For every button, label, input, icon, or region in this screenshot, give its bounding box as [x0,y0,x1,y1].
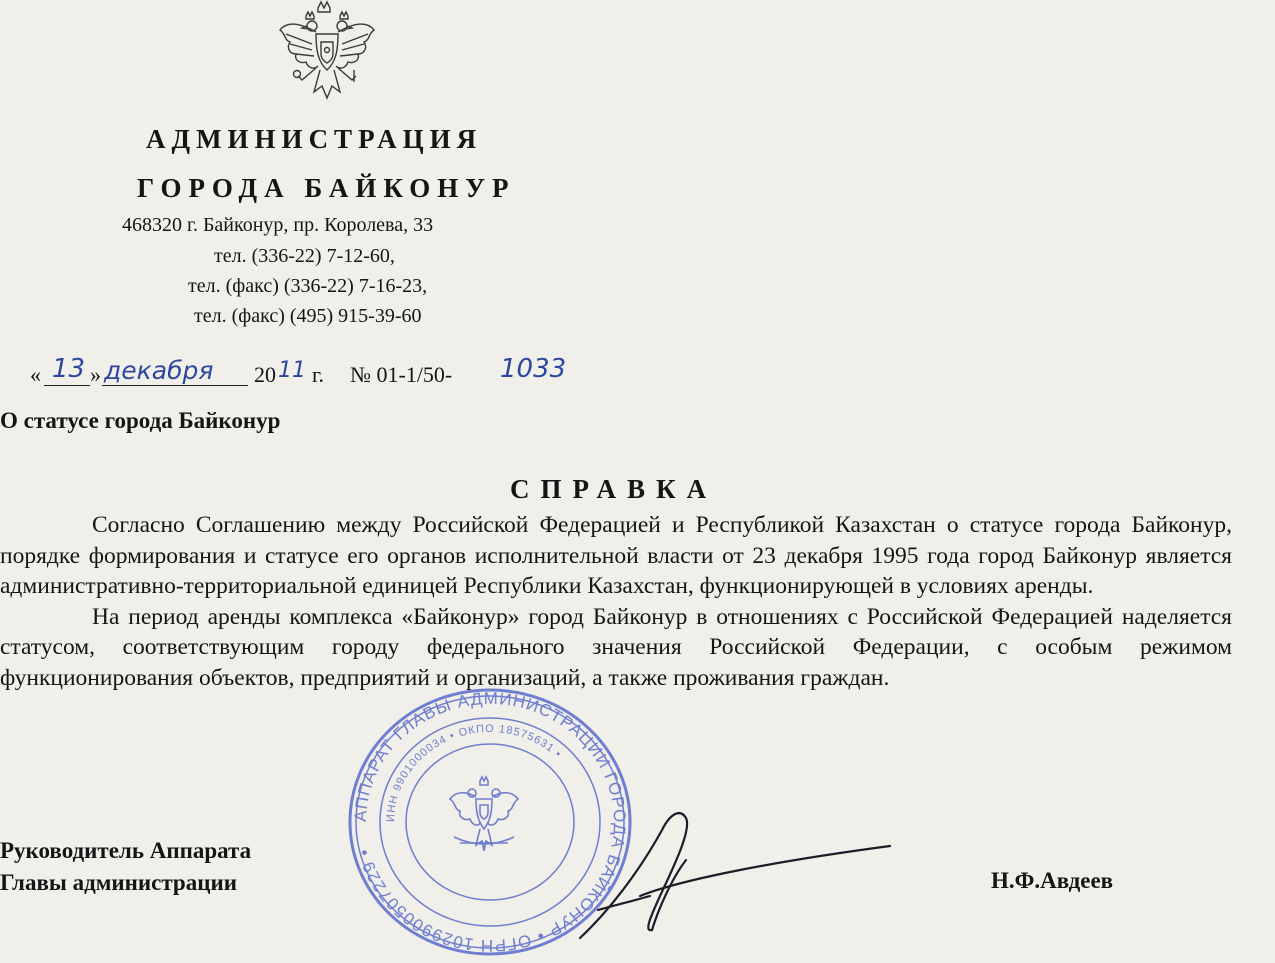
document-number-prefix: № 01-1/50- [350,362,453,387]
body-paragraph-2: На период аренды комплекса «Байконур» город Байконур в отношениях с Российской Федерацией наделяется статусом, соответствующим городу федерального значения Российской Федерации, с особым режимом функционирования объектов, предприятий и организаций, а также проживания граждан. [0,603,1232,691]
date-open-quote: « [30,362,41,387]
organization-fax-local: тел. (факс) (336-22) 7-16-23, [188,275,428,297]
stamp-inner-text: ИНН 9901000034 • ОКПО 18575631 • [384,722,565,823]
double-headed-eagle-emblem-icon [272,0,382,110]
handwritten-signature-icon [540,800,910,950]
date-day-handwritten: 13 [52,354,86,384]
signatory-name: Н.Ф.Авдеев [991,868,1114,893]
official-round-stamp-icon [340,685,640,960]
document-subject: О статусе города Байконур [0,408,281,433]
body-paragraph-1: Согласно Соглашению между Российской Федерацией и Республикой Казахстан о статусе города Байконур, порядке формирования и статусе его органов исполнительной власти от 23 декабря 1995 года город Байконур является административно-территориальной единицей Республики Казахстан, функционирующей в условиях аренды. [0,512,1232,599]
month-blank-line [102,385,248,386]
organization-address: 468320 г. Байконур, пр. Королева, 33 [122,214,434,236]
date-number-line [30,356,590,390]
svg-text:АППАРАТ ГЛАВЫ АДМИНИСТРАЦИИ ГО [351,689,629,955]
date-year-suffix-handwritten: 11 [278,358,306,383]
signatory-role-line1: Руководитель Аппарата [0,838,252,863]
signatory-role [0,835,251,899]
svg-text:ИНН 9901000034 • ОКПО 18575631 [385,723,564,822]
date-close-quote: » [90,362,101,387]
organization-phone: тел. (336-22) 7-12-60, [214,245,395,267]
date-year-label: г. [312,362,325,387]
day-blank-line [44,385,90,386]
organization-title-line1: АДМИНИСТРАЦИЯ [146,124,483,154]
organization-fax-moscow: тел. (факс) (495) 915-39-60 [194,305,422,327]
document-number-handwritten: 1033 [500,354,567,384]
signatory-role-line2: Главы администрации [0,870,237,895]
document-body [0,510,1232,693]
document-title: СПРАВКА [510,474,718,504]
organization-title-line2: ГОРОДА БАЙКОНУР [137,173,516,203]
stamp-outer-text: АППАРАТ ГЛАВЫ АДМИНИСТРАЦИИ ГОРОДА БАЙКОНУР • ОГРН 1029900507229 • [350,688,630,956]
date-month-handwritten: декабря [104,356,214,385]
date-year-prefix: 20 [254,362,276,387]
